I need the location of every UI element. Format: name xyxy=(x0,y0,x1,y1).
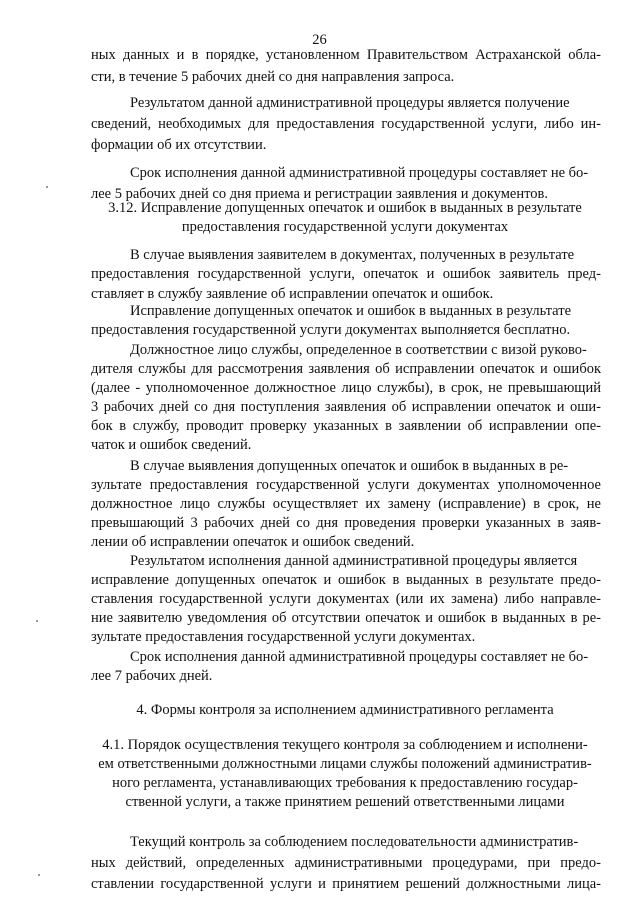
text-line: формации об их отсутствии. xyxy=(91,137,267,153)
scan-speck xyxy=(38,874,40,876)
subsection-heading: ственной услуги, а также принятием решений ответственными лицами xyxy=(125,794,565,810)
text-line: лее 5 рабочих дней со дня приема и регистрации заявления и документов. xyxy=(91,186,548,202)
text-line: ных действий, определенных административными процедурами, при предо- xyxy=(91,855,601,871)
text-line: Результатом исполнения данной административной процедуры является xyxy=(130,553,578,569)
text-line: предоставления государственной услуги документах выполняется бесплатно. xyxy=(91,322,571,338)
subsection-heading: 4.1. Порядок осуществления текущего контроля за соблюдением и исполнени- xyxy=(102,737,588,753)
section-heading: 3.12. Исправление допущенных опечаток и ошибок в выданных в результате xyxy=(108,200,582,216)
text-line: Срок исполнения данной административной процедуры составляет не бо- xyxy=(130,649,589,665)
text-line: зультате предоставления государственной услуги документах уполномоченное xyxy=(91,477,601,493)
text-line: ставлении государственной услуги и принятием решений должностными лица- xyxy=(91,876,601,892)
text-line: лении об исправлении опечаток и ошибок сведений. xyxy=(91,534,415,550)
text-line: (далее - уполномоченное должностное лицо службы), в срок, не превышающий xyxy=(91,380,601,396)
text-line: исправление допущенных опечаток и ошибок в выданных в результате предо- xyxy=(91,572,601,588)
text-line: сти, в течение 5 рабочих дней со дня направления запроса. xyxy=(91,69,455,85)
text-line: лее 7 рабочих дней. xyxy=(91,668,213,684)
text-line: должностное лицо службы осуществляет их замену (исправление) в срок, не xyxy=(91,496,601,512)
text-line: Текущий контроль за соблюдением последовательности административ- xyxy=(130,834,579,850)
scan-speck xyxy=(46,186,48,188)
text-line: предоставления государственной услуги, опечаток и ошибок заявитель пред- xyxy=(91,266,601,282)
text-line: ние заявителю уведомления об отсутствии опечаток и ошибок в выданных в ре- xyxy=(91,610,601,626)
subsection-heading: ного регламента, устанавливающих требования к предоставлению государ- xyxy=(112,775,578,791)
text-line: 3 рабочих дней со дня поступления заявления об исправлении опечаток и оши- xyxy=(91,399,601,415)
text-line: сведений, необходимых для предоставления государственной услуги, либо ин- xyxy=(91,116,601,132)
text-line: зультате предоставления государственной услуги документах. xyxy=(91,629,476,645)
text-line: В случае выявления допущенных опечаток и ошибок в выданных в ре- xyxy=(130,458,569,474)
text-line: В случае выявления заявителем в документах, полученных в результате xyxy=(130,247,575,263)
section-heading: предоставления государственной услуги документах xyxy=(181,219,509,235)
text-line: чаток и ошибок сведений. xyxy=(91,437,252,453)
text-line: Результатом данной административной процедуры является получение xyxy=(130,95,570,111)
chapter-heading: 4. Формы контроля за исполнением административного регламента xyxy=(136,702,554,718)
text-line: ных данных и в порядке, установленном Правительством Астраханской обла- xyxy=(91,47,601,63)
text-line: Исправление допущенных опечаток и ошибок в выданных в результате xyxy=(130,303,572,319)
text-line: бок в службу, проводит проверку указанных в заявлении об исправлении опе- xyxy=(91,418,601,434)
text-line: Срок исполнения данной административной процедуры составляет не бо- xyxy=(130,165,589,181)
text-line: дителя службы для рассмотрения заявления об исправлении опечаток и ошибок xyxy=(91,361,601,377)
text-line: ставления государственной услуги документах (или их замена) либо направле- xyxy=(91,591,601,607)
text-line: ставляет в службу заявление об исправлении опечаток и ошибок. xyxy=(91,286,494,302)
text-line: Должностное лицо службы, определенное в соответствии с визой руково- xyxy=(130,342,587,358)
subsection-heading: ем ответственными должностными лицами службы положений административ- xyxy=(98,756,592,772)
page-number: 26 xyxy=(312,32,327,48)
scan-speck xyxy=(36,620,38,622)
text-line: превышающий 3 рабочих дней со дня проведения проверки указанных в заяв- xyxy=(91,515,601,531)
